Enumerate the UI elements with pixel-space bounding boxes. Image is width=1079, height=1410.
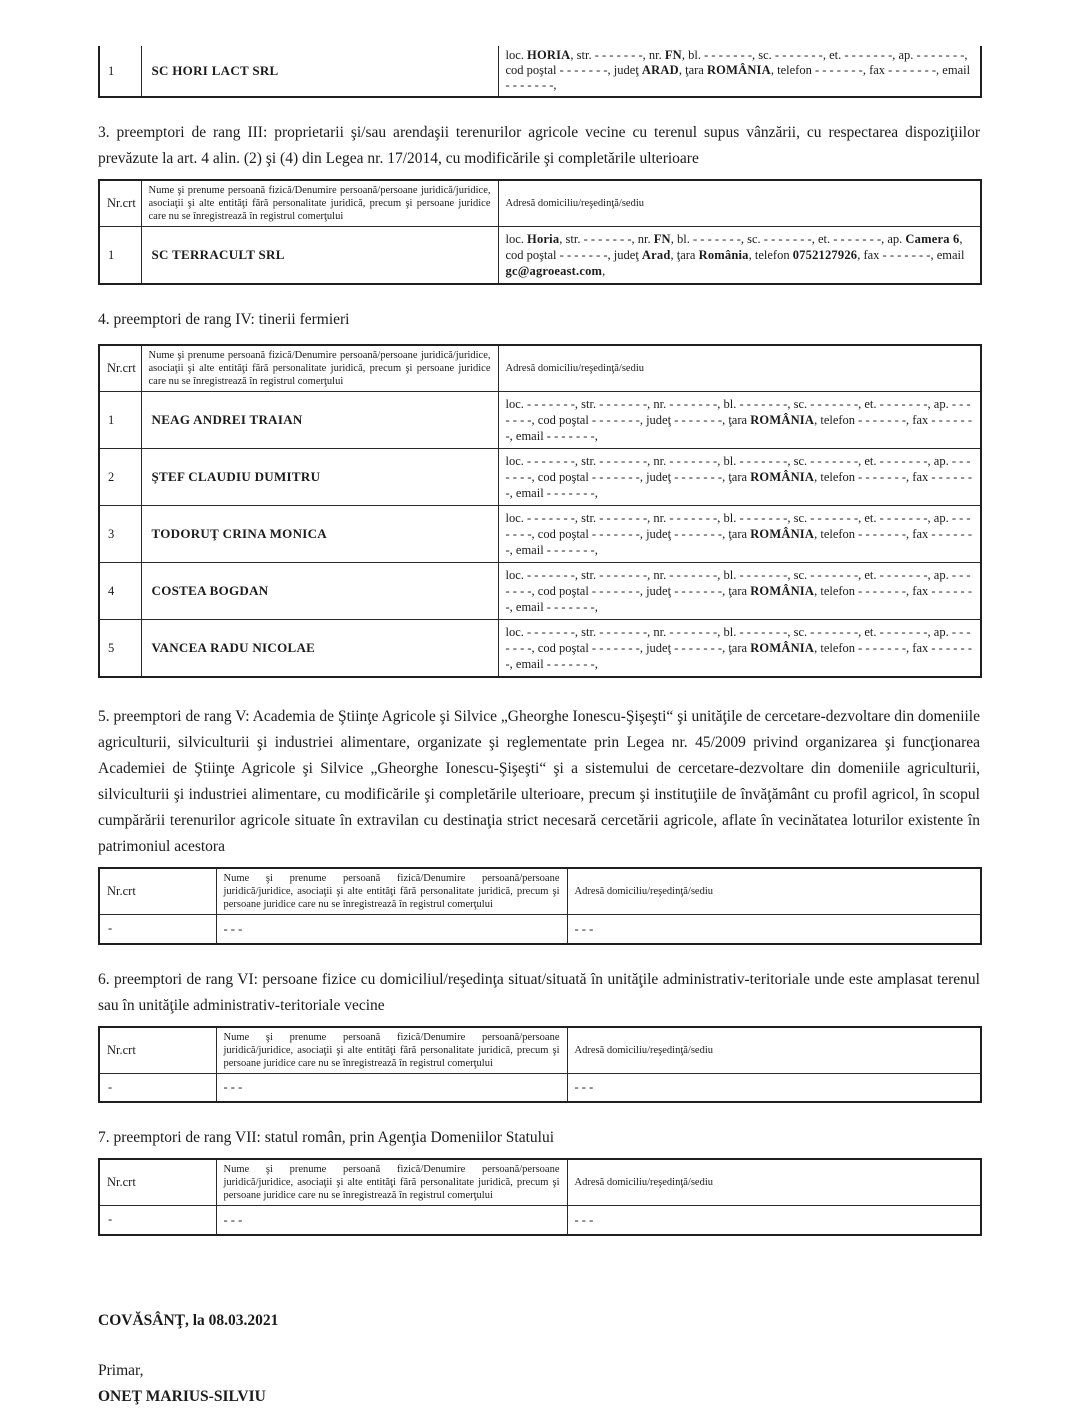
header-nrcrt: Nr.crt	[99, 1159, 216, 1206]
row-number-cell: -	[99, 1206, 216, 1235]
row-number-cell: -	[99, 915, 216, 944]
name-cell: TODORUŢ CRINA MONICA	[141, 506, 498, 563]
table-header-row	[99, 180, 981, 227]
header-address: Adresă domiciliu/reşedinţă/sediu	[567, 1159, 981, 1206]
name-cell: ŞTEF CLAUDIU DUMITRU	[141, 449, 498, 506]
row-number-cell: 1	[99, 392, 141, 449]
row-number-cell: 1	[99, 46, 141, 97]
address-cell: loc. - - - - - - -, str. - - - - - - -, nr. - - - - - - -, bl. - - - - - - -, sc. - - - - - - -, et. - - - - - - -, ap. - - - - - - -, cod poştal - - - - - - -, judeţ - - - - - - -, ţara ROMÂNIA, telefon - - - - - - -, fax - - - - - - -, email - - - - - - -,	[498, 506, 981, 563]
header-name: Nume şi prenume persoană fizică/Denumire persoană/persoane juridică/juridice, asociaţii şi alte entităţi fără personalitate juridică, precum şi persoane juridice care nu se înregistrează în registrul comerţului	[216, 868, 567, 915]
name-cell: COSTEA BOGDAN	[141, 563, 498, 620]
rank7-table	[98, 1158, 982, 1236]
header-address: Adresă domiciliu/reşedinţă/sediu	[498, 180, 981, 227]
table-header-row	[99, 1159, 981, 1206]
signature-role: Primar,	[98, 1361, 144, 1379]
rank2-table-continuation	[98, 46, 982, 98]
header-nrcrt: Nr.crt	[99, 345, 141, 392]
header-name: Nume şi prenume persoană fizică/Denumire persoană/persoane juridică/juridice, asociaţii şi alte entităţi fără personalitate juridică, precum şi persoane juridice care nu se înregistrează în registrul comerţului	[216, 1027, 567, 1074]
section4-heading: 4. preemptori de rang IV: tinerii fermieri	[98, 311, 350, 328]
section5-heading: 5. preemptori de rang V: Academia de Ştiinţe Agricole şi Silvice „Gheorghe Ionescu-Şişeşti“ şi unităţile de cercetare-dezvoltare din domeniile agriculturii, silviculturii şi industriei alimentare, organizate şi reglementate prin Legea nr. 45/2009 privind organizarea şi funcţionarea Academiei de Ştiinţe Agricole şi Silvice „Gheorghe Ionescu-Şişeşti“ şi a sistemului de cercetare-dezvoltare din domeniile agriculturii, silviculturii şi industriei alimentare, cu modificările şi completările ulterioare, precum şi instituţiile de învăţământ cu profil agricol, în scopul cumpărării terenurilor agricole situate în extravilan cu destinaţia strict necesară cercetării agricole, aflate în vecinătatea loturilor existente în patrimoniul acestora	[98, 708, 980, 855]
row-number-cell: 2	[99, 449, 141, 506]
table-row	[99, 46, 981, 97]
address-cell: loc. - - - - - - -, str. - - - - - - -, nr. - - - - - - -, bl. - - - - - - -, sc. - - - - - - -, et. - - - - - - -, ap. - - - - - - -, cod poştal - - - - - - -, judeţ - - - - - - -, ţara ROMÂNIA, telefon - - - - - - -, fax - - - - - - -, email - - - - - - -,	[498, 563, 981, 620]
name-cell: VANCEA RADU NICOLAE	[141, 620, 498, 678]
header-address: Adresă domiciliu/reşedinţă/sediu	[567, 1027, 981, 1074]
header-address: Adresă domiciliu/reşedinţă/sediu	[498, 345, 981, 392]
table-row	[99, 563, 981, 620]
header-nrcrt: Nr.crt	[99, 1027, 216, 1074]
section7-heading: 7. preemptori de rang VII: statul român, prin Agenţia Domeniilor Statului	[98, 1129, 555, 1146]
address-cell: - - -	[567, 1206, 981, 1235]
rank6-table	[98, 1026, 982, 1104]
address-cell: - - -	[567, 915, 981, 944]
name-cell: NEAG ANDREI TRAIAN	[141, 392, 498, 449]
rank4-table	[98, 344, 982, 678]
address-cell: - - -	[567, 1073, 981, 1102]
table-row	[99, 506, 981, 563]
section3-heading: 3. preemptori de rang III: proprietarii şi/sau arendaşii terenurilor agricole vecine cu terenul supus vânzării, cu respectarea dispoziţiilor prevăzute la art. 4 alin. (2) şi (4) din Legea nr. 17/2014, cu modificările şi completările ulterioare	[98, 124, 980, 167]
table-header-row	[99, 868, 981, 915]
name-cell: - - -	[216, 1206, 567, 1235]
row-number-cell: 5	[99, 620, 141, 678]
rank3-table	[98, 179, 982, 285]
table-row-empty	[99, 1206, 981, 1235]
address-cell: loc. HORIA, str. - - - - - - -, nr. FN, bl. - - - - - - -, sc. - - - - - - -, et. - - - - - - -, ap. - - - - - - -, cod poştal - - - - - - -, judeţ ARAD, ţara ROMÂNIA, telefon - - - - - - -, fax - - - - - - -, email - - - - - - -,	[498, 46, 981, 97]
table-row-empty	[99, 915, 981, 944]
name-cell: SC HORI LACT SRL	[141, 46, 498, 97]
address-cell: loc. - - - - - - -, str. - - - - - - -, nr. - - - - - - -, bl. - - - - - - -, sc. - - - - - - -, et. - - - - - - -, ap. - - - - - - -, cod poştal - - - - - - -, judeţ - - - - - - -, ţara ROMÂNIA, telefon - - - - - - -, fax - - - - - - -, email - - - - - - -,	[498, 392, 981, 449]
signature-place-date: COVĂSÂNŢ, la 08.03.2021	[98, 1311, 279, 1329]
table-row	[99, 392, 981, 449]
section6-heading: 6. preemptori de rang VI: persoane fizice cu domiciliul/reşedinţa situat/situată în unităţile administrativ-teritoriale unde este amplasat terenul sau în unităţile administrativ-teritoriale vecine	[98, 970, 980, 1014]
row-number-cell: -	[99, 1073, 216, 1102]
table-header-row	[99, 345, 981, 392]
signature-name: ONEŢ MARIUS-SILVIU	[98, 1387, 266, 1405]
table-row	[99, 449, 981, 506]
header-name: Nume şi prenume persoană fizică/Denumire persoană/persoane juridică/juridice, asociaţii şi alte entităţi fără personalitate juridică, precum şi persoane juridice care nu se înregistrează în registrul comerţului	[141, 345, 498, 392]
header-address: Adresă domiciliu/reşedinţă/sediu	[567, 868, 981, 915]
row-number-cell: 4	[99, 563, 141, 620]
name-cell: - - -	[216, 1073, 567, 1102]
table-row	[99, 620, 981, 678]
header-nrcrt: Nr.crt	[99, 180, 141, 227]
table-row	[99, 227, 981, 285]
address-cell: loc. - - - - - - -, str. - - - - - - -, nr. - - - - - - -, bl. - - - - - - -, sc. - - - - - - -, et. - - - - - - -, ap. - - - - - - -, cod poştal - - - - - - -, judeţ - - - - - - -, ţara ROMÂNIA, telefon - - - - - - -, fax - - - - - - -, email - - - - - - -,	[498, 449, 981, 506]
address-cell: loc. - - - - - - -, str. - - - - - - -, nr. - - - - - - -, bl. - - - - - - -, sc. - - - - - - -, et. - - - - - - -, ap. - - - - - - -, cod poştal - - - - - - -, judeţ - - - - - - -, ţara ROMÂNIA, telefon - - - - - - -, fax - - - - - - -, email - - - - - - -,	[498, 620, 981, 678]
header-name: Nume şi prenume persoană fizică/Denumire persoană/persoane juridică/juridice, asociaţii şi alte entităţi fără personalitate juridică, precum şi persoane juridice care nu se înregistrează în registrul comerţului	[141, 180, 498, 227]
name-cell: SC TERRACULT SRL	[141, 227, 498, 285]
row-number-cell: 1	[99, 227, 141, 285]
rank5-table	[98, 867, 982, 945]
row-number-cell: 3	[99, 506, 141, 563]
table-row-empty	[99, 1073, 981, 1102]
table-header-row	[99, 1027, 981, 1074]
address-cell: loc. Horia, str. - - - - - - -, nr. FN, bl. - - - - - - -, sc. - - - - - - -, et. - - - - - - -, ap. Camera 6, cod poştal - - - - - - -, judeţ Arad, ţara România, telefon 0752127926, fax - - - - - - -, email gc@agroeast.com,	[498, 227, 981, 285]
header-name: Nume şi prenume persoană fizică/Denumire persoană/persoane juridică/juridice, asociaţii şi alte entităţi fără personalitate juridică, precum şi persoane juridice care nu se înregistrează în registrul comerţului	[216, 1159, 567, 1206]
header-nrcrt: Nr.crt	[99, 868, 216, 915]
name-cell: - - -	[216, 915, 567, 944]
